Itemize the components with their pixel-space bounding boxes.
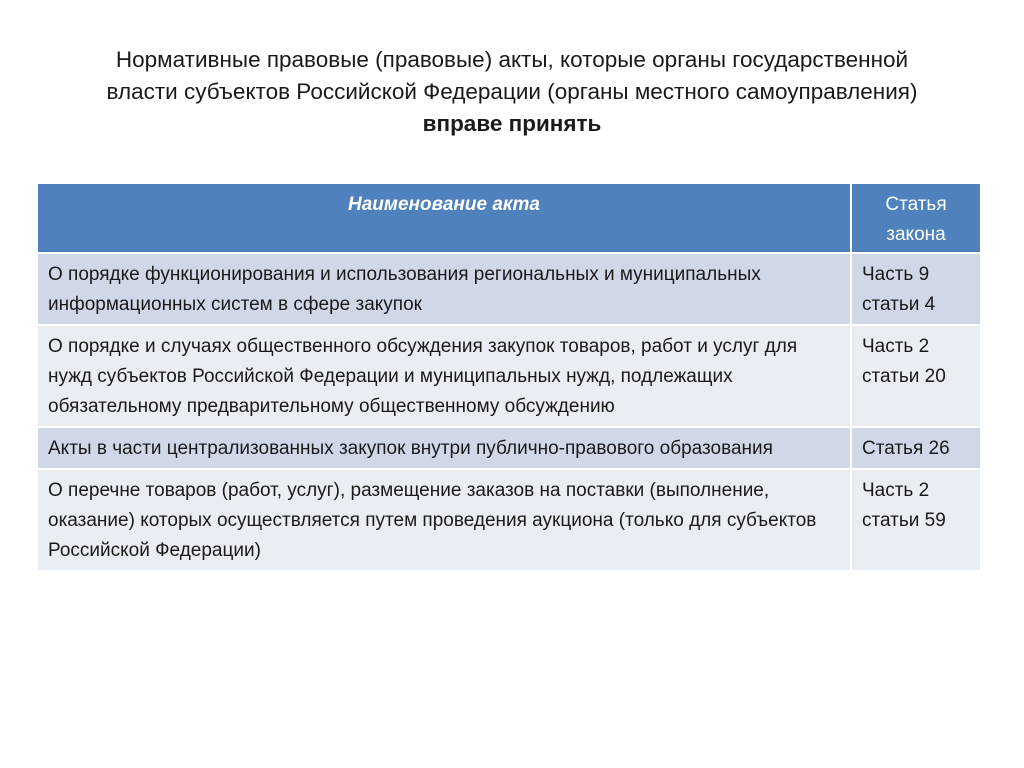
slide-title	[90, 44, 934, 140]
law-article-cell: Часть 2 статьи 59	[851, 469, 981, 571]
law-article-cell: Часть 9 статьи 4	[851, 253, 981, 325]
act-name-cell: О порядке функционирования и использования региональных и муниципальных информационных систем в сфере закупок	[37, 253, 851, 325]
table-row	[37, 325, 981, 427]
title-main-text: Нормативные правовые (правовые) акты, которые органы государственной власти субъектов Российской Федерации (органы местного самоуправления)	[106, 47, 918, 104]
act-name-cell: О порядке и случаях общественного обсуждения закупок товаров, работ и услуг для нужд субъектов Российской Федерации и муниципальных нужд, подлежащих обязательному предварительному общественному обсуждению	[37, 325, 851, 427]
law-article-cell: Статья 26	[851, 427, 981, 469]
acts-table	[36, 182, 982, 572]
table-row	[37, 427, 981, 469]
law-article-cell: Часть 2 статьи 20	[851, 325, 981, 427]
table-header-row	[37, 183, 981, 253]
table-row	[37, 469, 981, 571]
act-name-cell: О перечне товаров (работ, услуг), размещение заказов на поставки (выполнение, оказание) которых осуществляется путем проведения аукциона (только для субъектов Российской Федерации)	[37, 469, 851, 571]
header-law-article: Статья закона	[851, 183, 981, 253]
act-name-cell: Акты в части централизованных закупок внутри публично-правового образования	[37, 427, 851, 469]
header-act-name: Наименование акта	[37, 183, 851, 253]
table-row	[37, 253, 981, 325]
title-emphasis-text: вправе принять	[422, 111, 602, 136]
